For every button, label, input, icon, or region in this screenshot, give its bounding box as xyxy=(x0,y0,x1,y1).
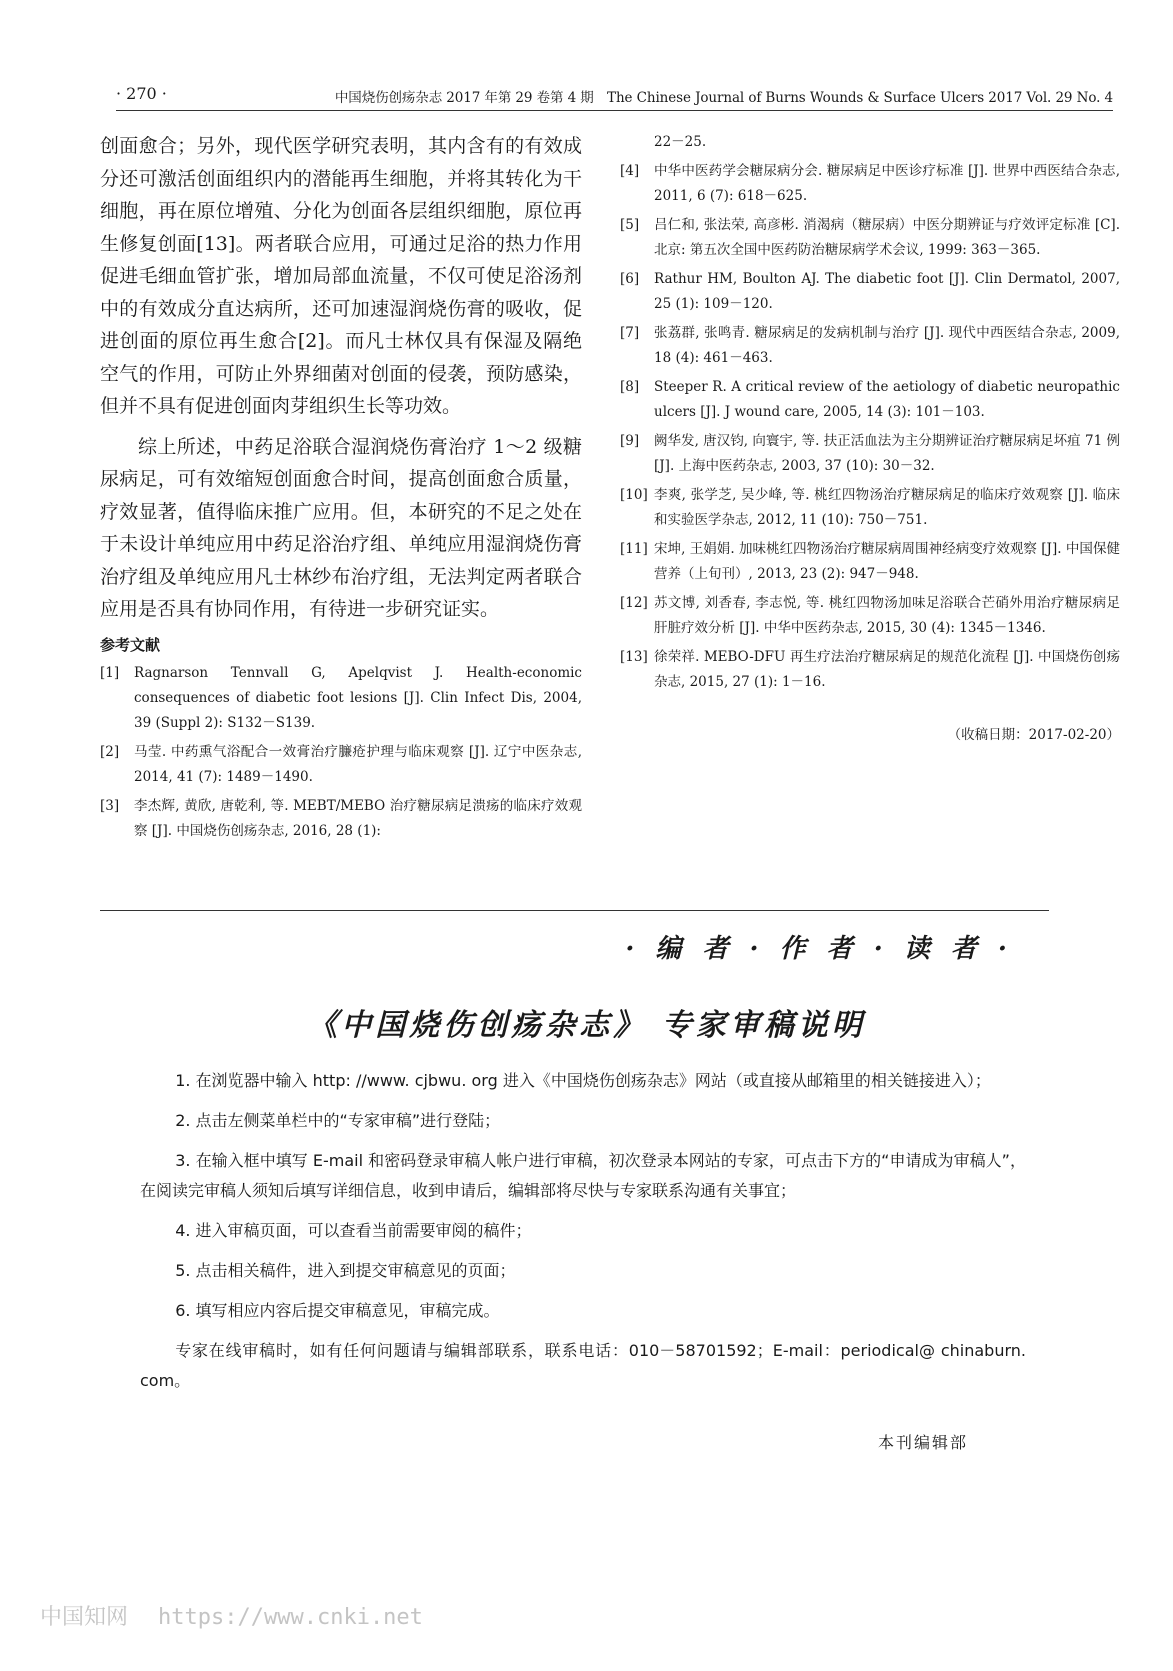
reference-number: [6] xyxy=(620,271,640,287)
reference-text: Ragnarson Tennvall G, Apelqvist J. Health-economic consequences of diabetic foot lesions [J]. Clin Infect Dis, 2004, 39 (Suppl 2): S132－S139. xyxy=(134,664,582,731)
reference-number: [10] xyxy=(620,487,648,503)
notice-contact: 专家在线审稿时，如有任何问题请与编辑部联系，联系电话：010－58701592；E-mail：periodical@ chinaburn. com。 xyxy=(140,1341,1026,1390)
reference-text: Steeper R. A critical review of the aetiology of diabetic neuropathic ulcers [J]. J wound care, 2005, 14 (3): 101－103. xyxy=(654,379,1120,420)
section-separator xyxy=(100,910,1049,911)
reference-number: [8] xyxy=(620,379,640,395)
watermark-url: https://www.cnki.net xyxy=(158,1605,423,1630)
reference-item xyxy=(620,483,1120,533)
body-paragraph-1: 创面愈合；另外，现代医学研究表明，其内含有的有效成分还可激活创面组织内的潜能再生细胞，并将其转化为干细胞，再在原位增殖、分化为创面各层组织细胞，原位再生修复创面[13]。两者联合应用，可通过足浴的热力作用促进毛细血管扩张，增加局部血流量，不仅可使足浴汤剂中的有效成分直达病所，还可加速湿润烧伤膏的吸收，促进创面的原位再生愈合[2]。而凡士林仅具有保湿及隔绝空气的作用，可防止外界细菌对创面的侵袭，预防感染，但并不具有促进创面肉芽组织生长等功效。 xyxy=(100,135,582,417)
reference-item xyxy=(620,267,1120,317)
running-header xyxy=(116,84,1113,110)
reference-item xyxy=(100,794,582,844)
reference-text: 马莹. 中药熏气浴配合一效膏治疗臁疮护理与临床观察 [J]. 辽宁中医杂志, 2014, 41 (7): 1489－1490. xyxy=(134,743,582,785)
notice-step: 1. 在浏览器中输入 http: //www. cjbwu. org 进入《中国烧伤创疡杂志》网站（或直接从邮箱里的相关链接进入）； xyxy=(175,1071,991,1090)
reference-number: [1] xyxy=(100,664,120,681)
page-number: · 270 · xyxy=(116,84,167,103)
reference-text: 宋坤, 王娟娟. 加味桃红四物汤治疗糖尿病周围神经病变疗效观察 [J]. 中国保健营养（上旬刊）, 2013, 23 (2): 947－948. xyxy=(654,541,1120,582)
reference-item xyxy=(100,661,582,736)
watermark-brand: 中国知网 xyxy=(40,1605,129,1630)
reference-item xyxy=(620,537,1120,587)
reference-item xyxy=(620,591,1120,641)
editorial-signature: 本刊编辑部 xyxy=(877,1433,968,1452)
reference-text: 张荔群, 张鸣青. 糖尿病足的发病机制与治疗 [J]. 现代中西医结合杂志, 2009, 18 (4): 461－463. xyxy=(654,325,1120,366)
reference-number: [4] xyxy=(620,163,640,179)
reference-number: [7] xyxy=(620,325,640,341)
references-heading: 参考文献 xyxy=(100,635,161,654)
reference-item xyxy=(620,429,1120,479)
reference-text: 中华中医药学会糖尿病分会. 糖尿病足中医诊疗标准 [J]. 世界中西医结合杂志, 2011, 6 (7): 618－625. xyxy=(654,163,1120,204)
reference-number: [12] xyxy=(620,595,648,611)
reference-item xyxy=(620,645,1120,695)
reference-number: [11] xyxy=(620,541,648,557)
notice-step: 2. 点击左侧菜单栏中的“专家审稿”进行登陆； xyxy=(175,1111,501,1130)
cnki-watermark xyxy=(40,1600,423,1631)
right-column xyxy=(620,130,1120,743)
reference-number: [2] xyxy=(100,743,120,760)
reference-text: 苏文博, 刘香春, 李志悦, 等. 桃红四物汤加味足浴联合芒硝外用治疗糖尿病足肝脏疗效分析 [J]. 中华中医药杂志, 2015, 30 (4): 1345－1346. xyxy=(654,595,1120,636)
section-tag: · 编 者 · 作 者 · 读 者 · xyxy=(625,934,1013,964)
reference-text: 吕仁和, 张法荣, 高彦彬. 消渴病（糖尿病）中医分期辨证与疗效评定标准 [C]. 北京: 第五次全国中医药防治糖尿病学术会议, 1999: 363－365. xyxy=(654,217,1120,258)
notice-body xyxy=(140,1066,1026,1406)
notice-title: 《中国烧伤创疡杂志》 专家审稿说明 xyxy=(307,1008,866,1043)
reference-continuation: 22－25. xyxy=(654,134,707,150)
reference-text: 李爽, 张学芝, 吴少峰, 等. 桃红四物汤治疗糖尿病足的临床疗效观察 [J]. 临床和实验医学杂志, 2012, 11 (10): 750－751. xyxy=(654,487,1120,528)
notice-step: 3. 在输入框中填写 E-mail 和密码登录审稿人帐户进行审稿，初次登录本网站的专家，可点击下方的“申请成为审稿人”，在阅读完审稿人须知后填写详细信息，收到申请后，编辑部将尽快与专家联系沟通有关事宜； xyxy=(140,1151,1026,1200)
received-date: （收稿日期：2017-02-20） xyxy=(947,727,1120,743)
reference-text: 李杰辉, 黄欣, 唐乾利, 等. MEBT/MEBO 治疗糖尿病足溃疡的临床疗效观察 [J]. 中国烧伤创疡杂志, 2016, 28 (1): xyxy=(134,797,582,839)
notice-step: 6. 填写相应内容后提交审稿意见，审稿完成。 xyxy=(175,1301,500,1320)
reference-number: [13] xyxy=(620,649,648,665)
reference-text: 阙华发, 唐汉钧, 向寰宇, 等. 扶正活血法为主分期辨证治疗糖尿病足坏疽 71 例 [J]. 上海中医药杂志, 2003, 37 (10): 30－32. xyxy=(654,433,1120,474)
reference-item xyxy=(620,375,1120,425)
notice-step: 5. 点击相关稿件，进入到提交审稿意见的页面； xyxy=(175,1261,516,1280)
reference-item xyxy=(100,740,582,790)
reference-item xyxy=(620,213,1120,263)
reference-text: Rathur HM, Boulton AJ. The diabetic foot [J]. Clin Dermatol, 2007, 25 (1): 109－120. xyxy=(654,271,1120,312)
reference-text: 徐荣祥. MEBO-DFU 再生疗法治疗糖尿病足的规范化流程 [J]. 中国烧伤创疡杂志, 2015, 27 (1): 1－16. xyxy=(654,649,1120,690)
header-rule xyxy=(116,110,1113,111)
reference-number: [5] xyxy=(620,217,640,233)
left-column xyxy=(100,130,582,848)
running-head: 中国烧伤创疡杂志 2017 年第 29 卷第 4 期 The Chinese Journal of Burns Wounds & Surface Ulcers 2017 Vol. 29 No. 4 xyxy=(334,90,1113,106)
reference-item xyxy=(620,159,1120,209)
reference-number: [9] xyxy=(620,433,640,449)
body-paragraph-2: 综上所述，中药足浴联合湿润烧伤膏治疗 1～2 级糖尿病足，可有效缩短创面愈合时间，提高创面愈合质量，疗效显著，值得临床推广应用。但，本研究的不足之处在于未设计单纯应用中药足浴治疗组、单纯应用湿润烧伤膏治疗组及单纯应用凡士林纱布治疗组，无法判定两者联合应用是否具有协同作用，有待进一步研究证实。 xyxy=(100,435,582,620)
notice-step: 4. 进入审稿页面，可以查看当前需要审阅的稿件； xyxy=(175,1221,532,1240)
reference-number: [3] xyxy=(100,797,120,814)
reference-item xyxy=(620,321,1120,371)
